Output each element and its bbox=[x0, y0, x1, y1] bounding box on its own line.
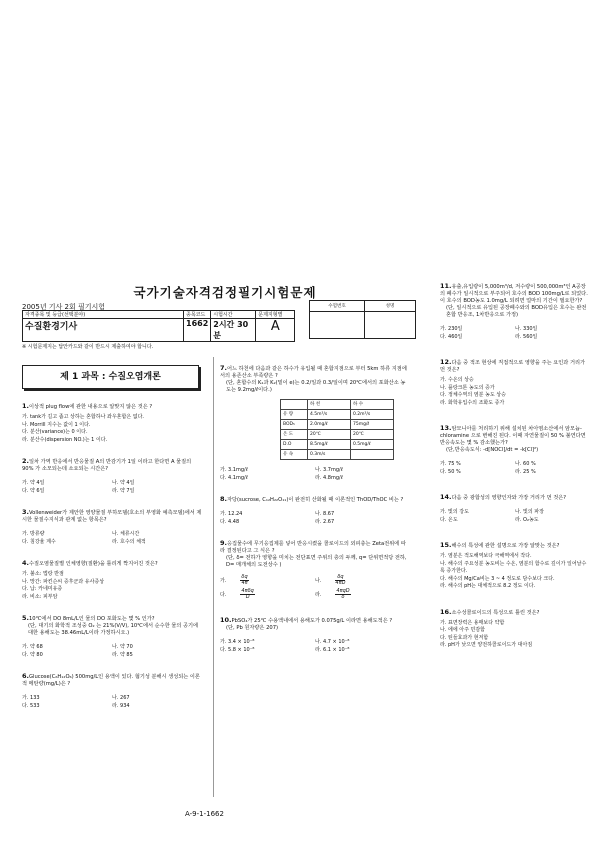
question-number: 6. bbox=[22, 672, 29, 680]
choice-label: 라. 560일 bbox=[515, 334, 538, 340]
table-cell: 2.0mg/ℓ bbox=[308, 420, 351, 430]
fraction-denominator: δ bbox=[341, 594, 345, 600]
choice-option[interactable] bbox=[22, 651, 112, 659]
question-stem: 다음 중 광합성의 영향인자와 가장 거리가 먼 것은? bbox=[451, 495, 567, 501]
choice-option[interactable] bbox=[220, 474, 315, 482]
choice-option[interactable] bbox=[515, 325, 590, 333]
table-row bbox=[281, 400, 394, 410]
table-row bbox=[281, 450, 394, 460]
table-cell: BOD₅ bbox=[281, 420, 308, 430]
exam-number-field[interactable] bbox=[310, 312, 365, 339]
question-text bbox=[22, 509, 202, 524]
fraction-denominator: D bbox=[245, 594, 250, 600]
choice-option[interactable] bbox=[440, 385, 590, 393]
question-text bbox=[440, 494, 590, 502]
choice-label: 다. 약 80 bbox=[22, 652, 43, 658]
choice-option[interactable] bbox=[22, 422, 202, 430]
question-text bbox=[22, 560, 202, 568]
choice-label: 나. 빛의 파장 bbox=[515, 509, 544, 515]
choice-option[interactable] bbox=[440, 583, 590, 591]
choice-option[interactable] bbox=[315, 589, 410, 603]
choice-label: 라. 약 7일 bbox=[112, 488, 135, 494]
choices bbox=[220, 466, 410, 482]
type-value: A bbox=[256, 319, 295, 342]
column-1 bbox=[22, 403, 202, 724]
question-number: 8. bbox=[220, 495, 227, 503]
question-stem: 이상적 plug flow에 관한 내용으로 알맞지 않은 것은 ? bbox=[29, 404, 153, 410]
column-2 bbox=[220, 365, 410, 668]
choice-label: 가. 염분은 적도해역보다 극해역에서 작다. bbox=[440, 553, 532, 559]
choice-option[interactable] bbox=[22, 643, 112, 651]
choice-label: 다. 약 6일 bbox=[22, 488, 45, 494]
choices bbox=[440, 460, 590, 476]
question-stem: 일차 가역 반응에서 반응물질 A의 반감기가 1일 이라고 한다면 A 물질의 90% 가 소모되는데 소요되는 시간은? bbox=[22, 459, 192, 472]
question-stem: Glucose(C₆H₁₂O₆) 500mg/L인 용액이 있다. 혐기성 분해시 생성되는 이론적 메탄량(mg/L)은 ? bbox=[22, 674, 200, 687]
choice-option[interactable] bbox=[440, 620, 590, 628]
question-14 bbox=[440, 494, 590, 524]
choice-option[interactable] bbox=[315, 646, 410, 654]
question-11 bbox=[440, 283, 590, 341]
table-cell: 유 속 bbox=[281, 450, 308, 460]
choice-option[interactable] bbox=[315, 518, 410, 526]
question-number: 1. bbox=[22, 402, 29, 410]
choice-option[interactable] bbox=[220, 646, 315, 654]
question-3 bbox=[22, 509, 202, 546]
table-cell: 20℃ bbox=[351, 430, 394, 440]
question-stem: Vollenweider가 제안한 영양물질 부하모델(호소의 부영화 예측모델)에서 제시한 물질수지식과 관계 없는 항목은? bbox=[22, 510, 202, 523]
question-condition: (단, Pb 원자량은 207) bbox=[226, 625, 279, 631]
question-text bbox=[22, 403, 202, 411]
choice-option[interactable] bbox=[440, 516, 515, 524]
choice-label: 다. 해수의 Mg/Ca비는 3 ~ 4 정도로 담수보다 크다. bbox=[440, 575, 555, 582]
choice-label: 나. 267 bbox=[112, 695, 130, 701]
choices bbox=[22, 479, 202, 495]
choice-option[interactable] bbox=[112, 530, 202, 538]
choice-option[interactable] bbox=[440, 508, 515, 516]
table-cell: 0.3m/s bbox=[308, 450, 351, 460]
question-16 bbox=[440, 609, 590, 650]
question-number: 13. bbox=[440, 424, 452, 432]
exam-subtitle: 2005년 기사 2회 필기시험 bbox=[22, 303, 106, 311]
choice-label: 나. 약 4일 bbox=[112, 480, 135, 486]
choices bbox=[22, 571, 202, 601]
question-condition: (단,반응속도식: -d[NOCl]/dt = -k[Cl]²) bbox=[446, 447, 539, 453]
choices bbox=[220, 575, 410, 603]
question-stem: 소수성콜로이드의 특성으로 틀린 것은? bbox=[451, 609, 540, 616]
choice-option[interactable] bbox=[515, 460, 590, 468]
choice-label: 가. 빛의 강도 bbox=[440, 509, 469, 515]
choice-label: 가. 약 4일 bbox=[22, 480, 45, 486]
choice-option[interactable] bbox=[220, 510, 315, 518]
choice-option[interactable] bbox=[315, 466, 410, 474]
choice-option[interactable] bbox=[112, 651, 202, 659]
table-cell: 0.5mg/ℓ bbox=[351, 440, 394, 450]
choice-label: 다. 납: 카네미유증 bbox=[22, 586, 63, 592]
choice-label: 라. 6.1 × 10⁻⁸ bbox=[315, 647, 350, 653]
choice-label: 나. 60 % bbox=[515, 461, 536, 467]
choice-label: 다. 533 bbox=[22, 703, 40, 709]
question-number: 5. bbox=[22, 614, 29, 622]
question-stem: 해수의 특성에 관한 설명으로 가장 알맞는 것은? bbox=[451, 543, 560, 549]
question-stem: PbSO₄가 25℃ 수용액내에서 용해도가 0.075g/L 이라면 용해도적은 ? bbox=[231, 618, 393, 624]
exam-number-label: 수험번호 bbox=[310, 301, 365, 312]
question-text bbox=[22, 673, 202, 688]
question-10 bbox=[220, 617, 410, 654]
table-row bbox=[281, 420, 394, 430]
choice-option[interactable] bbox=[440, 627, 590, 635]
question-6 bbox=[22, 673, 202, 710]
choice-label: 가. 방류량 bbox=[22, 531, 45, 537]
choice-option[interactable] bbox=[515, 508, 590, 516]
question-7 bbox=[220, 365, 410, 482]
question-9 bbox=[220, 540, 410, 603]
choice-label: 가. 133 bbox=[22, 695, 40, 701]
choice-label: 다. 5.8 × 10⁻⁸ bbox=[220, 647, 255, 653]
question-text bbox=[220, 540, 410, 555]
choice-option[interactable] bbox=[220, 575, 315, 589]
choice-label: 다. 50 % bbox=[440, 469, 461, 475]
choice-option[interactable] bbox=[515, 333, 590, 341]
choice-option[interactable] bbox=[515, 468, 590, 476]
table-cell: 하 천 bbox=[308, 400, 351, 410]
name-label: 성명 bbox=[365, 301, 416, 312]
choice-label: 라. 호수의 체적 bbox=[112, 539, 146, 545]
question-condition: (단, 혼합수의 K₁과 K₂(밑이 e)는 0.2/일과 0.3/일이며 20℃에서의 포화산소 농도는 9.2mg/ℓ이다.) bbox=[226, 380, 406, 393]
choice-option[interactable] bbox=[440, 561, 590, 576]
choice-option[interactable] bbox=[440, 325, 515, 333]
fraction-denominator: 4π bbox=[241, 580, 248, 586]
choice-option[interactable] bbox=[112, 643, 202, 651]
fraction-numerator: 4πδq bbox=[241, 588, 254, 594]
choice-label: 다. 틴들효과가 현저함 bbox=[440, 634, 489, 641]
choice-label: 나. 체류시간 bbox=[112, 531, 140, 537]
choice-label: 가. 3.4 × 10⁻⁸ bbox=[220, 639, 255, 645]
question-text bbox=[440, 283, 590, 305]
choice-option[interactable] bbox=[220, 638, 315, 646]
choice-label: 나. 8.67 bbox=[315, 511, 335, 517]
question-stem: 유출,유입량이 5,000m³/d, 저수량이 500,000m³인 A공장의 폐수가 일시적으로 부주되어 호수의 BOD 100mg/L로 되었다. 이 호수의 BOD농도 1.0mg/L 되려면 얼마의 기간이 필요한가? bbox=[440, 284, 588, 304]
question-condition: (단, 일시적으로 유입된 공장폐수와의 BOD유입은 호수는 완전 혼합 반응조, 1차반응으로 가정) bbox=[446, 305, 587, 318]
question-text bbox=[220, 617, 410, 625]
fraction-formula bbox=[240, 575, 248, 586]
question-number: 14. bbox=[440, 493, 452, 501]
choice-option[interactable] bbox=[112, 479, 202, 487]
choice-option[interactable] bbox=[440, 333, 515, 341]
table-cell: 하 수 bbox=[351, 400, 394, 410]
qualification-value: 수질환경기사 bbox=[23, 319, 184, 342]
choice-label: 나. 4.7 × 10⁻⁸ bbox=[315, 639, 350, 645]
choice-label: 라. O₂농도 bbox=[515, 517, 539, 523]
choice-label: 라. 해수의 pH는 대체적으로 8.2 정도 이다. bbox=[440, 583, 536, 589]
choice-option[interactable] bbox=[440, 553, 590, 561]
choice-label: 나. bbox=[315, 578, 322, 584]
page-title: 국가기술자격검정필기시험문제 bbox=[133, 285, 317, 300]
choice-option[interactable] bbox=[22, 479, 112, 487]
choice-option[interactable] bbox=[220, 466, 315, 474]
question-4 bbox=[22, 560, 202, 601]
table-cell bbox=[351, 450, 394, 460]
choice-option[interactable] bbox=[22, 530, 112, 538]
question-stem: 다음 중 적조 현상에 직접적으로 영향을 주는 요인과 거리가 먼 것은? bbox=[440, 360, 585, 373]
question-condition: (단, 대기의 화학적 조성중 O₂ 는 21%(V/V), 10℃에서 순수한 물의 공기에 대한 용해도는 38.46mL/L이라 가정하시오.) bbox=[28, 623, 199, 636]
choice-label: 라. 25 % bbox=[515, 469, 536, 475]
question-stem: 10℃에서 DO 8mL/L인 물의 DO 포화도는 몇 % 인가? bbox=[29, 616, 155, 622]
choices bbox=[220, 510, 410, 526]
choice-option[interactable] bbox=[440, 377, 590, 385]
choice-label: 라. pH가 낮으면 양전하콜로이드가 대아짐 bbox=[440, 642, 533, 648]
choice-option[interactable] bbox=[22, 594, 202, 602]
time-value: 2시간 30분 bbox=[211, 319, 256, 342]
choice-option[interactable] bbox=[315, 638, 410, 646]
question-number: 9. bbox=[220, 539, 227, 547]
type-label: 문제지형별 bbox=[256, 311, 295, 319]
choice-label: 가. 수온의 상승 bbox=[440, 377, 474, 383]
table-cell: 0.2m³/s bbox=[351, 410, 394, 420]
choices bbox=[22, 643, 202, 659]
question-5 bbox=[22, 615, 202, 659]
question-stem: 수질오염물질별 인체영향(질환)을 틀리게 짝지어진 것은? bbox=[29, 561, 158, 567]
table-row bbox=[281, 410, 394, 420]
choice-label: 가. 약 68 bbox=[22, 644, 43, 650]
question-number: 16. bbox=[440, 607, 452, 616]
choice-option[interactable] bbox=[440, 460, 515, 468]
question-text bbox=[440, 425, 590, 447]
choice-option[interactable] bbox=[22, 538, 112, 546]
choice-label: 나. 플랑크톤 농도의 증가 bbox=[440, 384, 495, 391]
choices bbox=[220, 638, 410, 654]
choice-option[interactable] bbox=[22, 487, 112, 495]
question-text bbox=[440, 609, 590, 617]
choice-label: 나. 에에 아주 민감함 bbox=[440, 627, 485, 633]
column-3 bbox=[440, 283, 590, 664]
question-stem: 어느 하천에 다음과 같은 하수가 유입될 때 혼합지점으로 부터 5km 하류 지점에서의 용존산소 부족량은 ? bbox=[220, 366, 407, 379]
choice-label: 라. 비소: 피부암 bbox=[22, 593, 58, 600]
choice-label: 가. 불소: 법랑 반점 bbox=[22, 571, 64, 577]
table-row bbox=[281, 440, 394, 450]
choice-label: 다. 침강율 계수 bbox=[22, 539, 56, 545]
question-text bbox=[440, 359, 590, 374]
question-12 bbox=[440, 359, 590, 407]
choice-label: 다. 정체수역의 염분 농도 상승 bbox=[440, 392, 506, 398]
examinee-id-box bbox=[309, 300, 416, 339]
question-text bbox=[22, 615, 202, 623]
name-field[interactable] bbox=[365, 312, 416, 339]
choice-label: 나. 해수의 주요성분 농도비는 수온, 염분의 함수로 깊이가 일어날수록 증가한다. bbox=[440, 560, 587, 574]
choice-option[interactable] bbox=[315, 575, 410, 589]
choice-label: 나. Morrill 지수는 값이 1 이다. bbox=[22, 421, 91, 428]
question-number: 12. bbox=[440, 358, 452, 366]
choice-option[interactable] bbox=[22, 429, 202, 437]
choice-label: 나. 3.7mg/ℓ bbox=[315, 467, 343, 473]
table-cell: D.O bbox=[281, 440, 308, 450]
qualification-label: 자격종목 및 등급(선택분야) bbox=[23, 311, 184, 319]
choice-label: 다. 460일 bbox=[440, 334, 463, 340]
choice-label: 가. 75 % bbox=[440, 461, 461, 467]
choice-label: 라. 분산수(dispersion NO.)는 1 이다. bbox=[22, 436, 108, 443]
choice-label: 나. 망간: 파킨슨씨 증후군과 유사증상 bbox=[22, 578, 105, 585]
choices bbox=[440, 553, 590, 591]
fraction-formula bbox=[240, 589, 254, 600]
question-2 bbox=[22, 458, 202, 495]
choice-option[interactable] bbox=[112, 694, 202, 702]
table-cell: 8.5mg/ℓ bbox=[308, 440, 351, 450]
choice-label: 가. bbox=[220, 578, 227, 584]
choice-label: 나. 약 70 bbox=[112, 644, 133, 650]
question-text bbox=[22, 458, 202, 473]
choice-option[interactable] bbox=[22, 437, 202, 445]
fraction-formula bbox=[335, 575, 345, 586]
choice-label: 나. 330일 bbox=[515, 326, 538, 332]
table-cell: 4.5m³/s bbox=[308, 410, 351, 420]
choice-option[interactable] bbox=[112, 538, 202, 546]
fraction-denominator: 4πD bbox=[335, 580, 346, 586]
question-stem: 자당(sucrose, C₁₂H₂₂O₁₁)이 완전히 산화될 때 이론적인 ThOD/ThOC 비는 ? bbox=[227, 497, 404, 503]
choice-option[interactable] bbox=[440, 400, 590, 408]
choice-label: 라. 2.67 bbox=[315, 519, 335, 525]
question-stem: 암모니아를 처리하기 위해 설치된 차아염소산에서 암모늄-chloramine 으로 변해진 된다. 이때 자연물질이 50 % 불연다면 반응속도는 몇 % 감소했는가? bbox=[440, 426, 586, 446]
choice-label: 가. tank가 길고 좁고 상하는 혼합하나 좌우혼합은 없다. bbox=[22, 414, 144, 420]
choice-option[interactable] bbox=[22, 586, 202, 594]
choice-label: 가. 표면장력은 용매보다 약함 bbox=[440, 619, 505, 626]
data-table bbox=[280, 399, 394, 460]
choice-option[interactable] bbox=[22, 571, 202, 579]
choices bbox=[440, 620, 590, 650]
choice-label: 다. 온도 bbox=[440, 517, 458, 523]
choice-option[interactable] bbox=[440, 392, 590, 400]
question-number: 2. bbox=[22, 457, 29, 465]
column-divider bbox=[213, 357, 214, 797]
choices bbox=[22, 530, 202, 546]
choice-option[interactable] bbox=[315, 474, 410, 482]
choice-label: 라. 934 bbox=[112, 703, 130, 709]
question-8 bbox=[220, 496, 410, 526]
choice-label: 라. 약 85 bbox=[112, 652, 133, 658]
choice-option[interactable] bbox=[440, 635, 590, 643]
question-number: 11. bbox=[440, 282, 452, 290]
choice-label: 가. 3.1mg/ℓ bbox=[220, 467, 248, 473]
choice-label: 다. 4.48 bbox=[220, 519, 240, 525]
choice-label: 라. bbox=[315, 592, 322, 598]
code-label: 종목코드 bbox=[184, 311, 211, 319]
question-text bbox=[440, 542, 590, 550]
question-1 bbox=[22, 403, 202, 444]
exam-info-table bbox=[22, 310, 295, 342]
choice-option[interactable] bbox=[220, 589, 315, 603]
table-cell bbox=[281, 400, 308, 410]
question-number: 3. bbox=[22, 508, 29, 516]
choice-label: 가. 12.24 bbox=[220, 511, 243, 517]
choice-label: 라. 화학유입수의 조화도 증가 bbox=[440, 399, 505, 406]
choices bbox=[440, 377, 590, 407]
choice-option[interactable] bbox=[112, 702, 202, 710]
choice-option[interactable] bbox=[22, 694, 112, 702]
question-stem: 응집물수에 무기응집제를 넣어 반응시켰을 콜로이드의 외피층는 Zeta전위에 따라 결정된다고 그 식은 ? bbox=[220, 541, 406, 554]
question-number: 10. bbox=[220, 616, 232, 624]
question-13 bbox=[440, 425, 590, 476]
choice-label: 가. 230일 bbox=[440, 326, 463, 332]
table-cell: 20℃ bbox=[308, 430, 351, 440]
question-text bbox=[220, 365, 410, 380]
fraction-numerator: δq bbox=[337, 574, 344, 580]
choice-option[interactable] bbox=[515, 516, 590, 524]
choices bbox=[440, 508, 590, 524]
table-cell: 유 량 bbox=[281, 410, 308, 420]
choice-option[interactable] bbox=[440, 642, 590, 650]
section-title: 제 1 과목 : 수질오염개론 bbox=[22, 365, 199, 389]
choice-option[interactable] bbox=[22, 702, 112, 710]
table-row bbox=[281, 430, 394, 440]
question-number: 7. bbox=[220, 364, 227, 372]
choice-label: 다. 분산(variance)는 0 이다. bbox=[22, 429, 88, 435]
question-text bbox=[220, 496, 410, 504]
choice-label: 다. 4.1mg/ℓ bbox=[220, 475, 248, 481]
choices bbox=[440, 325, 590, 341]
choice-label: 다. bbox=[220, 592, 227, 598]
question-number: 15. bbox=[440, 541, 452, 549]
fraction-formula bbox=[335, 589, 350, 600]
code-value: 1662 bbox=[184, 319, 211, 342]
table-cell: 75mg/ℓ bbox=[351, 420, 394, 430]
choice-option[interactable] bbox=[440, 468, 515, 476]
choice-option[interactable] bbox=[315, 510, 410, 518]
fraction-numerator: δq bbox=[241, 574, 248, 580]
page-footer: A-9-1-1662 bbox=[185, 810, 224, 818]
time-label: 시험시간 bbox=[211, 311, 256, 319]
choice-option[interactable] bbox=[112, 487, 202, 495]
instruction-note: ※ 시험문제지는 답안카드와 같이 반드시 제출하여야 합니다. bbox=[22, 344, 154, 350]
choice-option[interactable] bbox=[22, 579, 202, 587]
choice-option[interactable] bbox=[440, 576, 590, 584]
choices bbox=[22, 414, 202, 444]
choices bbox=[22, 694, 202, 710]
choice-label: 라. 4.8mg/ℓ bbox=[315, 475, 343, 481]
choice-option[interactable] bbox=[220, 518, 315, 526]
choice-option[interactable] bbox=[22, 414, 202, 422]
question-15 bbox=[440, 542, 590, 591]
question-number: 4. bbox=[22, 559, 29, 567]
fraction-numerator: 4πqD bbox=[336, 588, 350, 594]
table-cell: 온 도 bbox=[281, 430, 308, 440]
question-condition: (단, δ= 전하가 영향을 미치는 전단표면 주위의 층의 두께, q= 단위면적당 전하, D= 매개체의 도전상수 ) bbox=[226, 555, 407, 568]
